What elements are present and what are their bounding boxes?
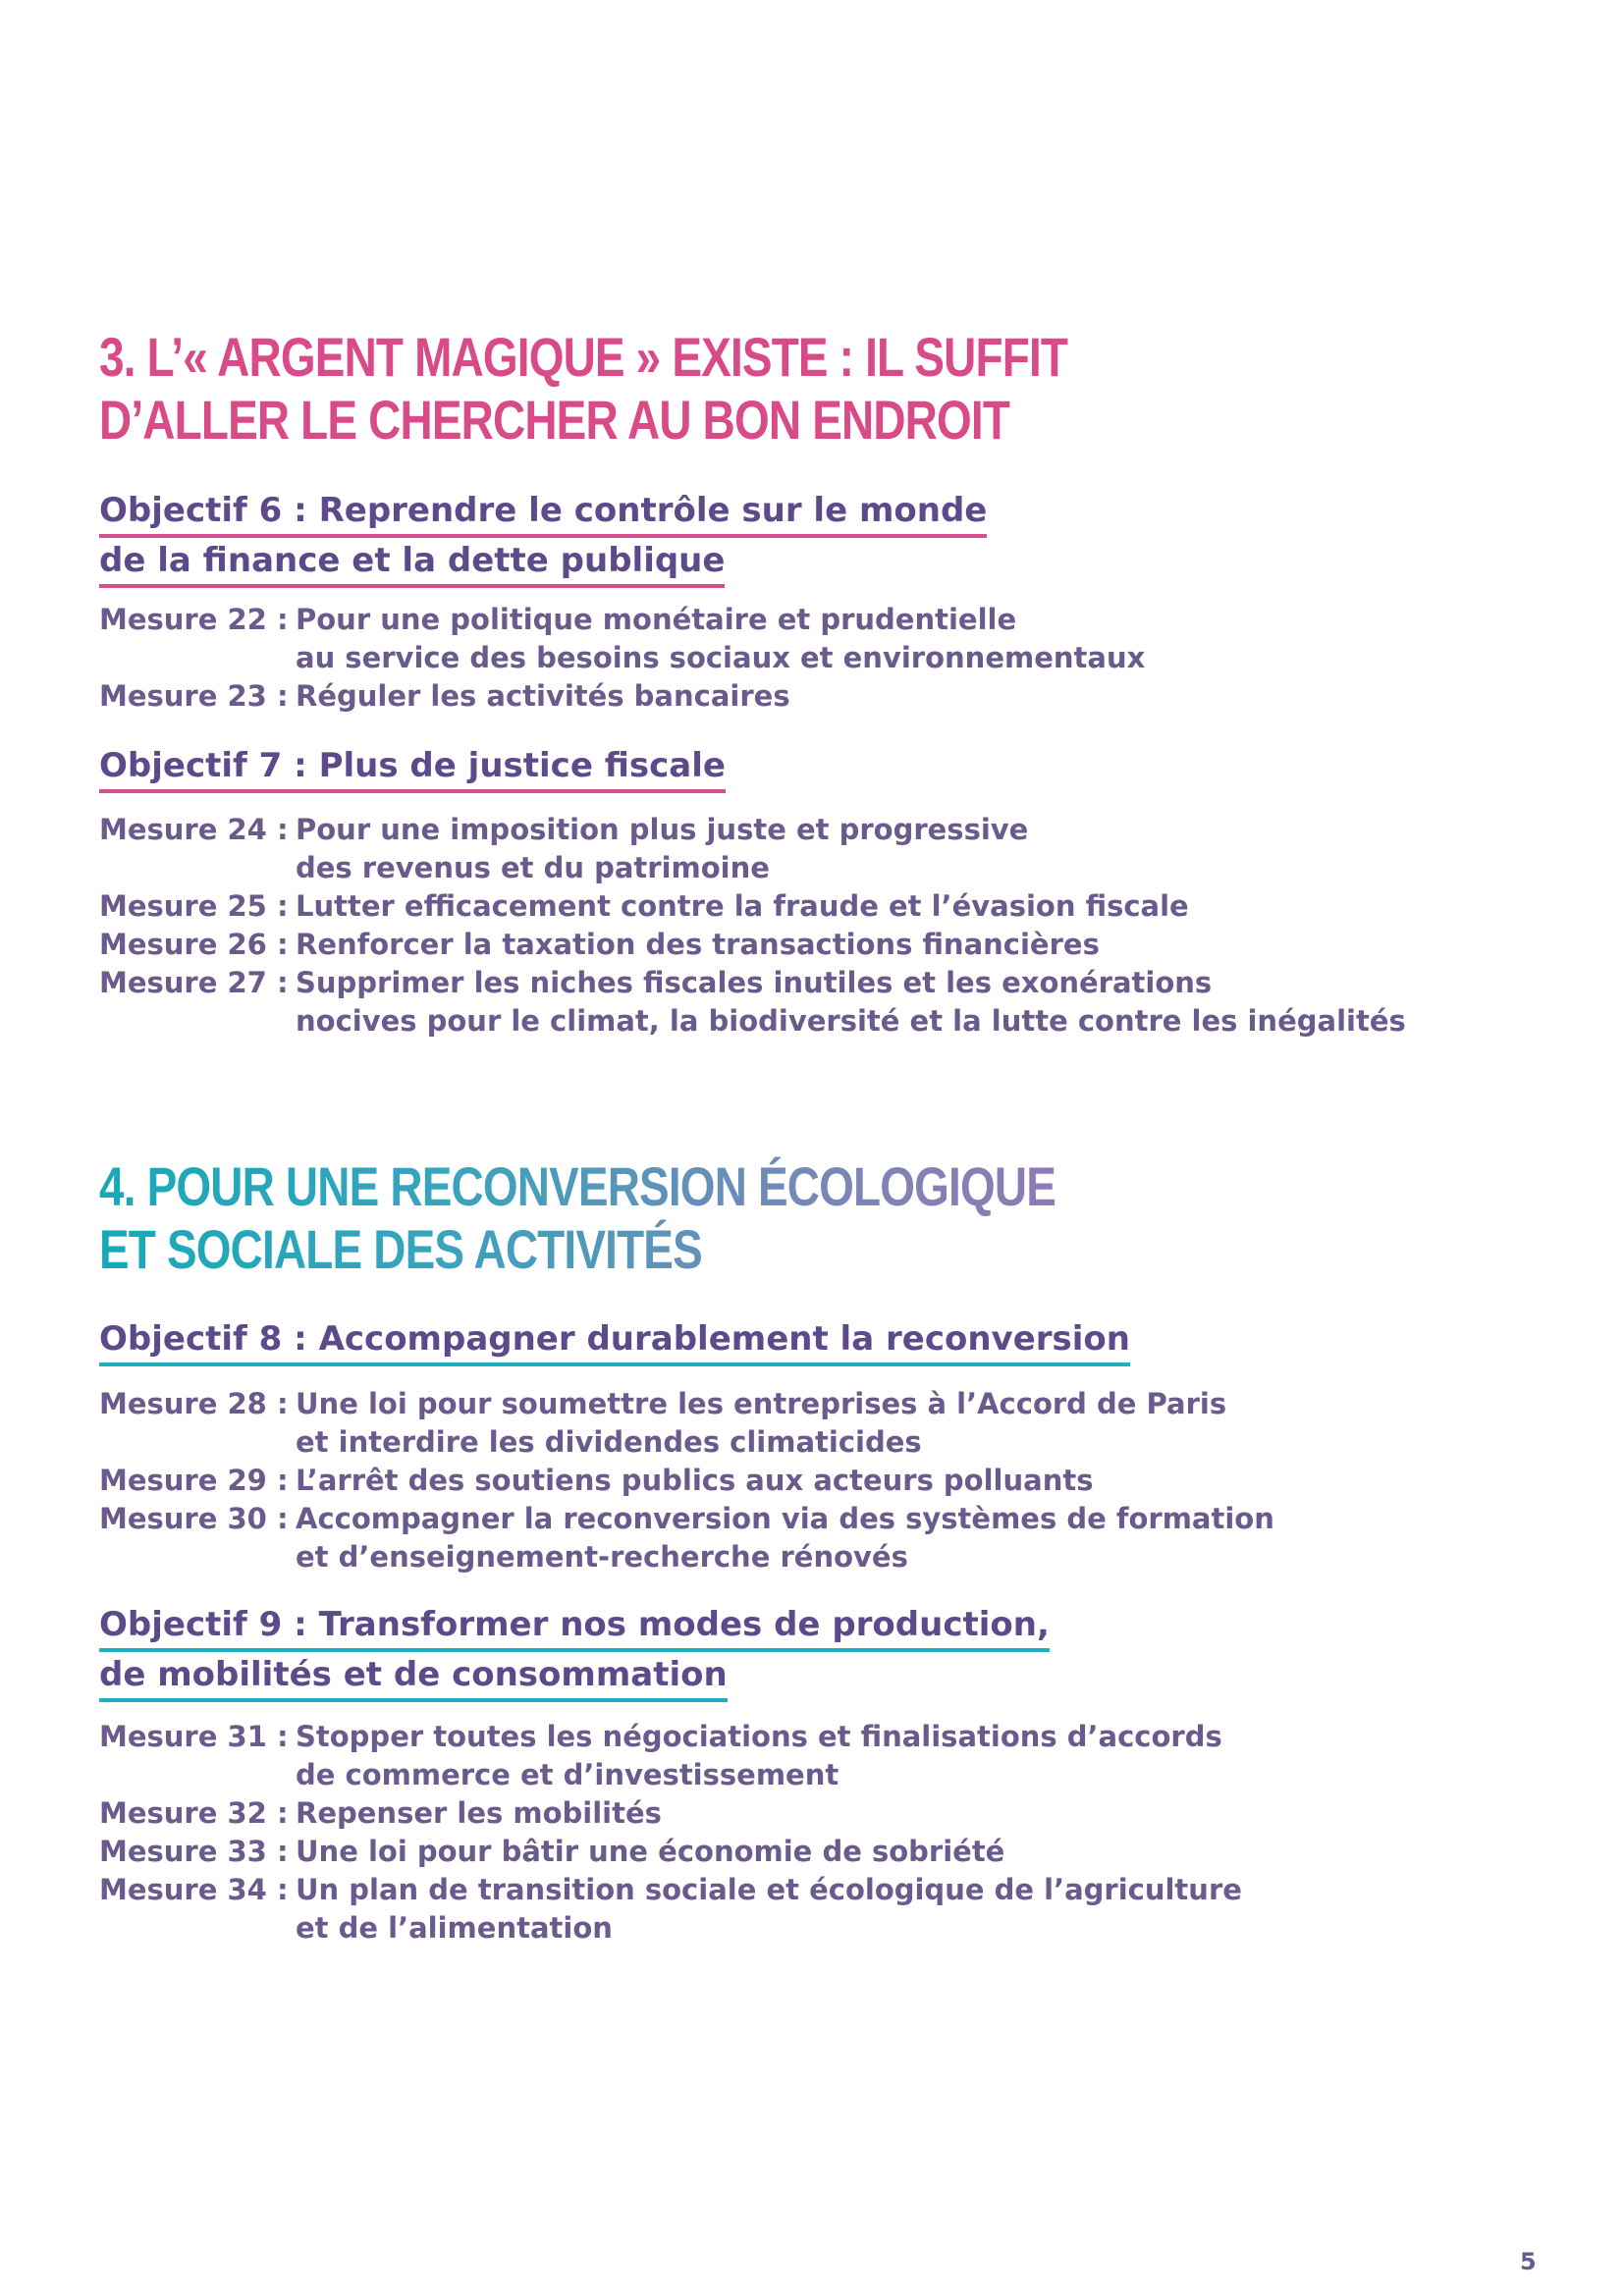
- measure-22: [99, 601, 1513, 677]
- measure-text: des revenus et du patrimoine: [296, 851, 770, 884]
- objective-6-measures: [99, 601, 1513, 716]
- objective-8-measures: [99, 1385, 1513, 1576]
- measure-28: [99, 1385, 1513, 1462]
- measure-label: Mesure 23 :: [99, 679, 289, 713]
- objective-8: [99, 1316, 1513, 1366]
- measure-text: Réguler les activités bancaires: [296, 679, 790, 713]
- objective-6: [99, 488, 1513, 588]
- measure-text: et interdire les dividendes climaticides: [296, 1425, 922, 1459]
- objective-9-measures: [99, 1718, 1513, 1948]
- measure-label: Mesure 25 :: [99, 889, 289, 923]
- measure-label: Mesure 29 :: [99, 1464, 289, 1497]
- measure-text: Une loi pour bâtir une économie de sobriété: [296, 1835, 1005, 1868]
- objective-8-heading: [99, 1316, 1130, 1366]
- measure-text: Accompagner la reconversion via des systèmes de formation: [296, 1502, 1274, 1535]
- section-3: [99, 326, 1513, 452]
- objective-8-heading-line-1: Objectif 8 : Accompagner durablement la reconversion: [99, 1316, 1130, 1366]
- measure-label: Mesure 34 :: [99, 1873, 289, 1906]
- measure-25: [99, 887, 1513, 926]
- objective-9-heading: [99, 1602, 1050, 1702]
- measure-label: Mesure 22 :: [99, 603, 289, 636]
- measure-24: [99, 811, 1513, 887]
- measure-33: [99, 1833, 1513, 1871]
- measure-text: Un plan de transition sociale et écologique de l’agriculture: [296, 1873, 1242, 1906]
- measure-31: [99, 1718, 1513, 1794]
- measure-text: Pour une imposition plus juste et progressive: [296, 813, 1029, 846]
- measure-label: Mesure 24 :: [99, 813, 289, 846]
- measure-32: [99, 1794, 1513, 1833]
- objective-6-heading-line-1: Objectif 6 : Reprendre le contrôle sur le monde: [99, 488, 987, 538]
- measure-text: et de l’alimentation: [296, 1911, 613, 1945]
- measure-label: Mesure 30 :: [99, 1502, 289, 1535]
- objective-6-heading: [99, 488, 987, 588]
- measure-text: L’arrêt des soutiens publics aux acteurs polluants: [296, 1464, 1094, 1497]
- measure-label: Mesure 33 :: [99, 1835, 289, 1868]
- objective-7-measures: [99, 811, 1513, 1041]
- measure-text: Repenser les mobilités: [296, 1796, 662, 1830]
- section-4-title-line-2: ET SOCIALE DES ACTIVITÉS: [99, 1218, 1259, 1281]
- measure-text: Supprimer les niches fiscales inutiles et les exonérations: [296, 966, 1213, 999]
- section-3-title-line-1: 3. L’« ARGENT MAGIQUE » EXISTE : IL SUFFIT: [99, 326, 1068, 388]
- objective-7-heading-line-1: Objectif 7 : Plus de justice fiscale: [99, 743, 726, 793]
- measure-text: au service des besoins sociaux et environnementaux: [296, 641, 1146, 674]
- measure-text: et d’enseignement-recherche rénovés: [296, 1540, 908, 1574]
- measure-26: [99, 926, 1513, 964]
- measure-text: nocives pour le climat, la biodiversité et la lutte contre les inégalités: [296, 1004, 1406, 1038]
- objective-6-heading-line-2: de la finance et la dette publique: [99, 538, 725, 588]
- measure-34: [99, 1871, 1513, 1948]
- objective-7-heading: [99, 743, 726, 793]
- section-4-title-line-1: 4. POUR UNE RECONVERSION ÉCOLOGIQUE: [99, 1155, 1259, 1218]
- objective-9: [99, 1602, 1513, 1702]
- measure-text: de commerce et d’investissement: [296, 1758, 839, 1791]
- measure-text: Stopper toutes les négociations et finalisations d’accords: [296, 1720, 1222, 1753]
- objective-9-heading-line-1: Objectif 9 : Transformer nos modes de production,: [99, 1602, 1050, 1652]
- measure-text: Pour une politique monétaire et prudentielle: [296, 603, 1017, 636]
- page-number: 5: [1520, 2248, 1537, 2275]
- section-3-title-line-2: D’ALLER LE CHERCHER AU BON ENDROIT: [99, 389, 1010, 451]
- measure-label: Mesure 28 :: [99, 1387, 289, 1420]
- section-4: [99, 1155, 1513, 1281]
- objective-9-heading-line-2: de mobilités et de consommation: [99, 1652, 728, 1702]
- measure-label: Mesure 32 :: [99, 1796, 289, 1830]
- measure-text: Une loi pour soumettre les entreprises à l’Accord de Paris: [296, 1387, 1227, 1420]
- objective-7: [99, 743, 1513, 793]
- measure-29: [99, 1462, 1513, 1500]
- measure-label: Mesure 31 :: [99, 1720, 289, 1753]
- section-4-title: [99, 1155, 1259, 1281]
- measure-text: Lutter efficacement contre la fraude et l’évasion fiscale: [296, 889, 1189, 923]
- measure-label: Mesure 27 :: [99, 966, 289, 999]
- section-3-title: [99, 326, 1259, 452]
- measure-30: [99, 1500, 1513, 1576]
- measure-label: Mesure 26 :: [99, 928, 289, 961]
- measure-text: Renforcer la taxation des transactions financières: [296, 928, 1100, 961]
- measure-23: [99, 677, 1513, 716]
- measure-27: [99, 964, 1513, 1041]
